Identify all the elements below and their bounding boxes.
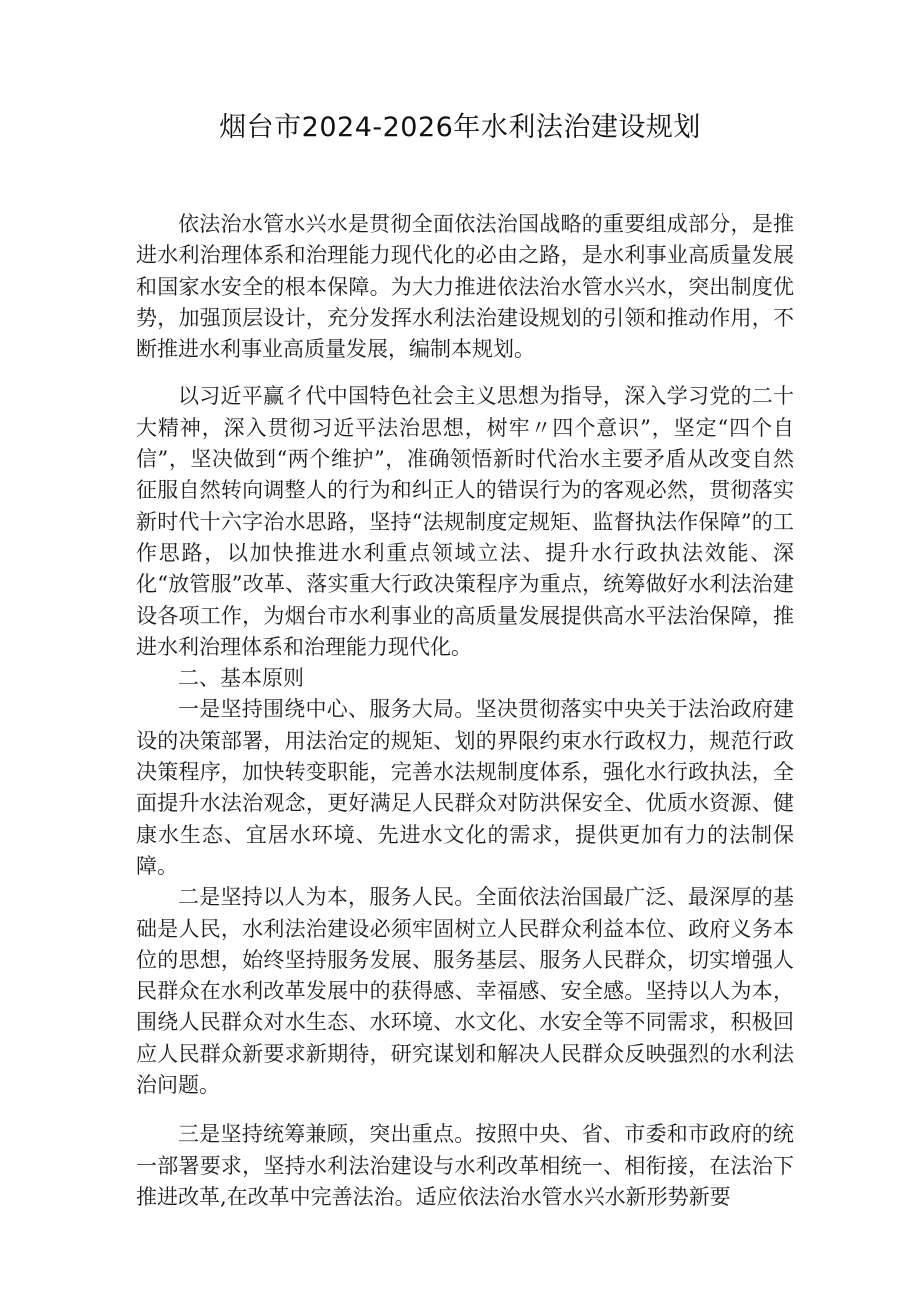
- paragraph-principle-3: 三是坚持统筹兼顾，突出重点。按照中央、省、市委和市政府的统一部署要求，坚持水利法治建设与水利改革相统一、相衔接，在法治下推进改革,在改革中完善法治。适应依法治水管水兴水新形势新要: [136, 1122, 794, 1209]
- paragraph-intro: 依法治水管水兴水是贯彻全面依法治国战略的重要组成部分，是推进水利治理体系和治理能力现代化的必由之路，是水利事业高质量发展和国家水安全的根本保障。为大力推进依法治水管水兴水，突出制度优势，加强顶层设计，充分发挥水利法治建设规划的引领和推动作用，不断推进水利事业高质量发展，编制本规划。: [136, 212, 794, 362]
- section-heading-basic-principles: 二、基本原则: [178, 666, 304, 691]
- paragraph-principle-1: 一是坚持围绕中心、服务大局。坚决贯彻落实中央关于法治政府建设的决策部署，用法治定的规矩、划的界限约束水行政权力，规范行政决策程序，加快转变职能，完善水法规制度体系，强化水行政执法，全面提升水法治观念，更好满足人民群众对防洪保安全、优质水资源、健康水生态、宜居水环境、先进水文化的需求，提供更加有力的法制保障。: [136, 697, 794, 878]
- document-title: 烟台市2024-2026年水利法治建设规划: [219, 112, 701, 143]
- paragraph-guiding-ideology: 以习近平赢彳代中国特色社会主义思想为指导，深入学习党的二十大精神，深入贯彻习近平法治思想，树牢〃四个意识”，坚定“四个自信”，坚决做到“两个维护”，准确领悟新时代治水主要矛盾从改变自然征服自然转向调整人的行为和纠正人的错误行为的客观必然，贯彻落实新时代十六字治水思路，坚持“法规制度定规矩、监督执法作保障”的工作思路，以加快推进水利重点领域立法、提升水行政执法效能、深化“放管服”改革、落实重大行政决策程序为重点，统筹做好水利法治建设各项工作，为烟台市水利事业的高质量发展提供高水平法治保障，推进水利治理体系和治理能力现代化。: [136, 384, 794, 659]
- document-body: [136, 209, 794, 1213]
- paragraph-principle-2: 二是坚持以人为本，服务人民。全面依法治国最广泛、最深厚的基础是人民，水利法治建设必须牢固树立人民群众利益本位、政府义务本位的思想，始终坚持服务发展、服务基层、服务人民群众，切实增强人民群众在水利改革发展中的获得感、幸福感、安全感。坚持以人为本，围绕人民群众对水生态、水环境、水文化、水安全等不同需求，积极回应人民群众新要求新期待，研究谋划和解决人民群众反映强烈的水利法治问题。: [136, 885, 794, 1098]
